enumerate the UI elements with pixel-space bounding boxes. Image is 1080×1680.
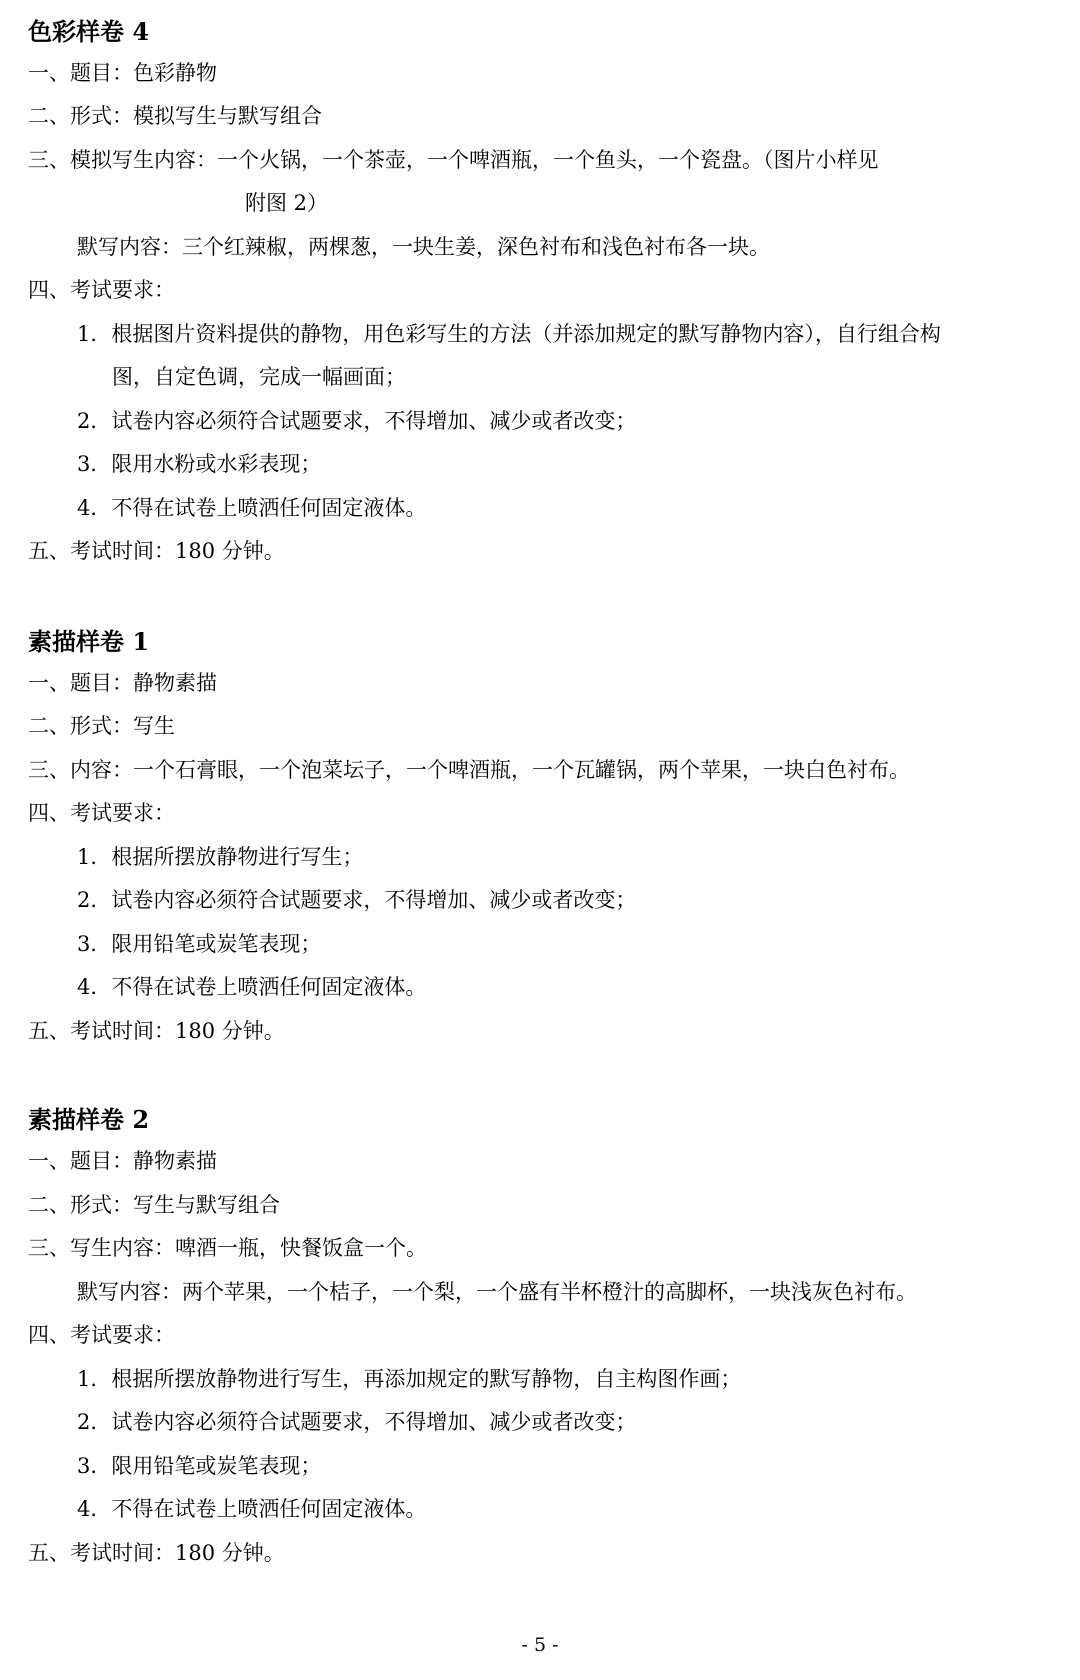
item-exam-time: 五、考试时间：180 分钟。 <box>28 539 285 563</box>
item-format: 二、形式：写生与默写组合 <box>28 1193 280 1217</box>
item-content: 三、模拟写生内容：一个火锅，一个茶壶，一个啤酒瓶，一个鱼头，一个瓷盘。（图片小样见 <box>28 148 879 172</box>
requirement-2: 2．试卷内容必须符合试题要求，不得增加、减少或者改变； <box>77 409 637 433</box>
item-exam-time: 五、考试时间：180 分钟。 <box>28 1019 285 1043</box>
item-exam-time: 五、考试时间：180 分钟。 <box>28 1541 285 1565</box>
item-content-cont: 附图 2） <box>245 191 329 215</box>
section-title: 色彩样卷 4 <box>28 17 150 46</box>
requirement-4: 4．不得在试卷上喷洒任何固定液体。 <box>77 1497 427 1521</box>
requirement-1: 1．根据所摆放静物进行写生； <box>77 845 364 869</box>
item-content: 三、写生内容：啤酒一瓶，快餐饭盒一个。 <box>28 1236 427 1260</box>
requirement-3: 3．限用水粉或水彩表现； <box>77 452 322 476</box>
requirement-2: 2．试卷内容必须符合试题要求，不得增加、减少或者改变； <box>77 1410 637 1434</box>
item-format: 二、形式：模拟写生与默写组合 <box>28 104 322 128</box>
item-requirements: 四、考试要求： <box>28 801 175 825</box>
item-topic: 一、题目：静物素描 <box>28 671 217 695</box>
item-memory-content: 默写内容：两个苹果，一个桔子，一个梨，一个盛有半杯橙汁的高脚杯，一块浅灰色衬布。 <box>77 1280 917 1304</box>
requirement-3: 3．限用铅笔或炭笔表现； <box>77 932 322 956</box>
section-title: 素描样卷 1 <box>28 627 150 656</box>
requirement-1-cont: 图，自定色调，完成一幅画面； <box>112 365 406 389</box>
requirement-1: 1．根据图片资料提供的静物，用色彩写生的方法（并添加规定的默写静物内容），自行组合构 <box>77 322 941 346</box>
item-memory-content: 默写内容：三个红辣椒，两棵葱，一块生姜，深色衬布和浅色衬布各一块。 <box>77 235 770 259</box>
requirement-4: 4．不得在试卷上喷洒任何固定液体。 <box>77 975 427 999</box>
item-requirements: 四、考试要求： <box>28 1323 175 1347</box>
item-requirements: 四、考试要求： <box>28 278 175 302</box>
item-topic: 一、题目：静物素描 <box>28 1149 217 1173</box>
requirement-4: 4．不得在试卷上喷洒任何固定液体。 <box>77 496 427 520</box>
item-content: 三、内容：一个石膏眼，一个泡菜坛子，一个啤酒瓶，一个瓦罐锅，两个苹果，一块白色衬布。 <box>28 758 910 782</box>
requirement-3: 3．限用铅笔或炭笔表现； <box>77 1454 322 1478</box>
requirement-1: 1．根据所摆放静物进行写生，再添加规定的默写静物，自主构图作画； <box>77 1367 742 1391</box>
requirement-2: 2．试卷内容必须符合试题要求，不得增加、减少或者改变； <box>77 888 637 912</box>
item-format: 二、形式：写生 <box>28 714 175 738</box>
item-topic: 一、题目：色彩静物 <box>28 61 217 85</box>
section-title: 素描样卷 2 <box>28 1105 150 1134</box>
page-number: - 5 - <box>521 1634 559 1656</box>
